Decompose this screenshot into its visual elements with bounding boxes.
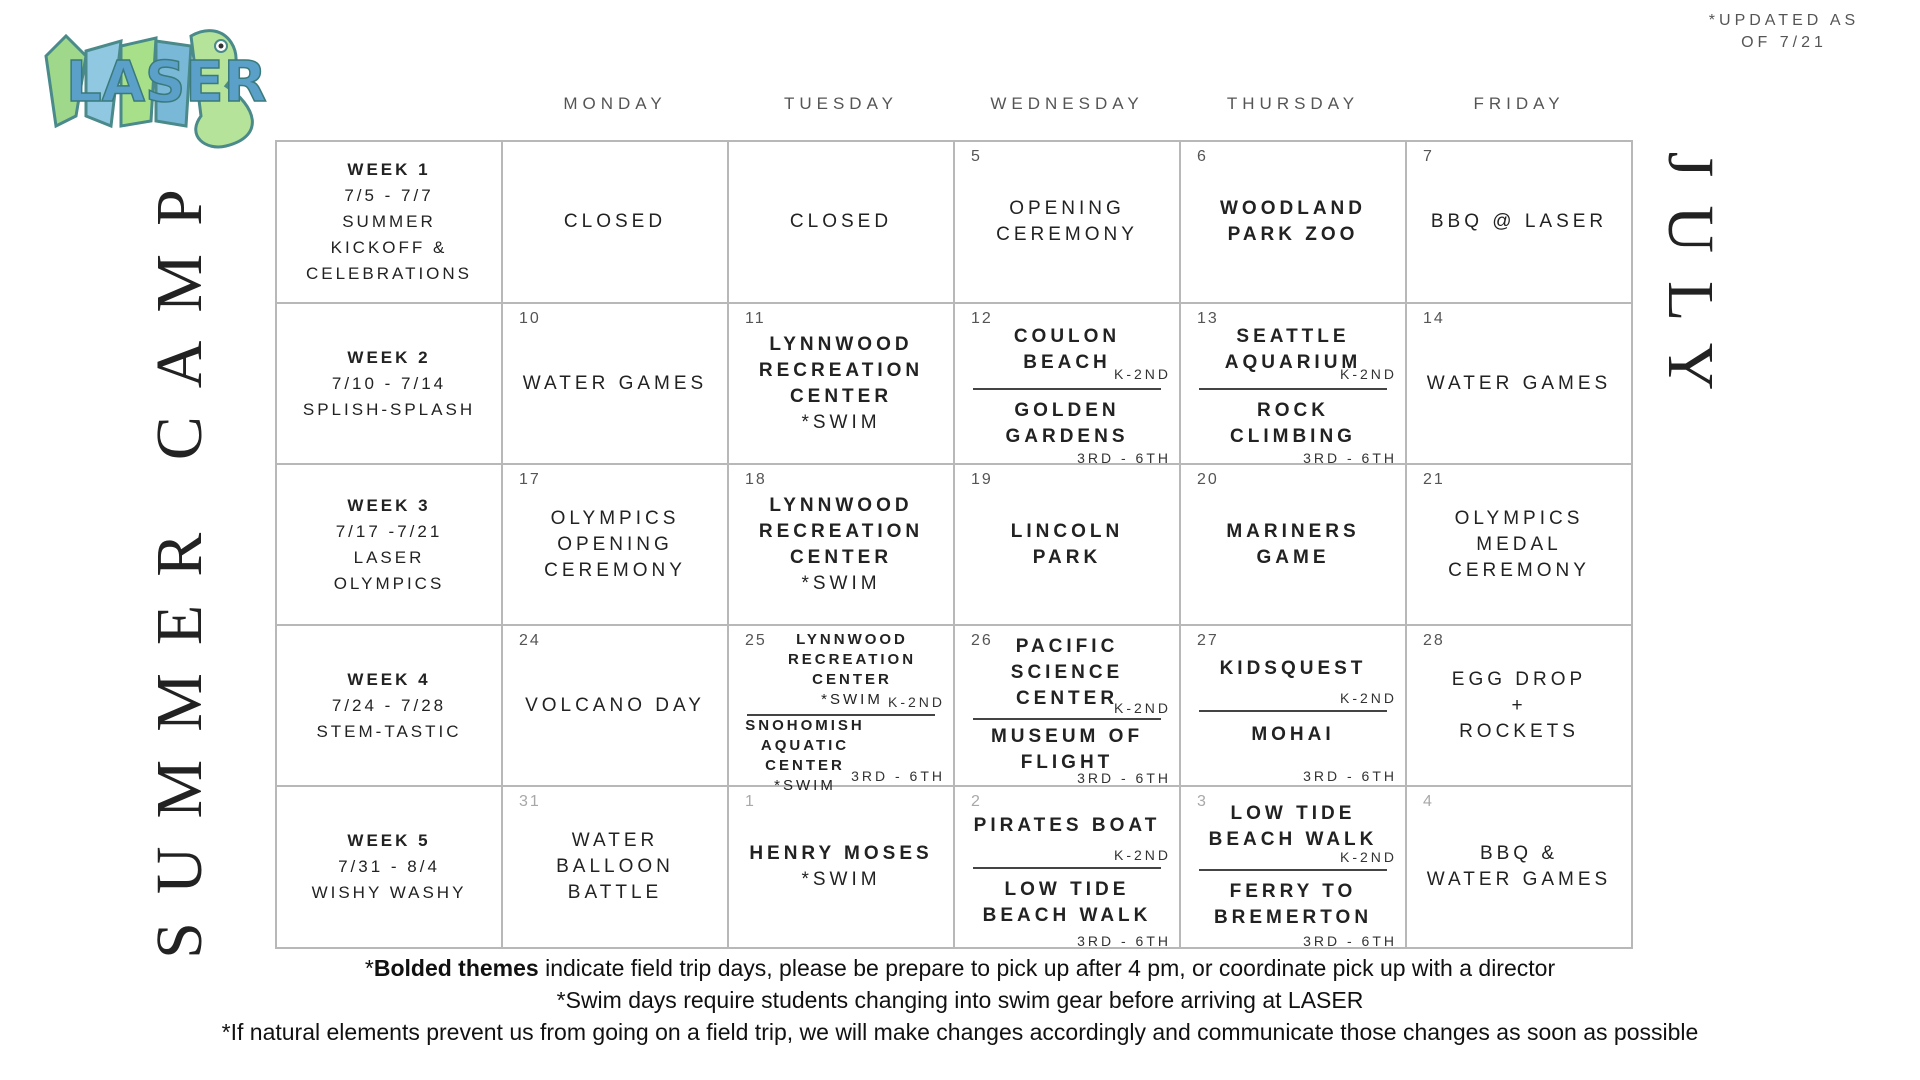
day-cell <box>955 787 1181 949</box>
date-number: 5 <box>971 148 982 165</box>
field-trip-3-6 <box>973 396 1161 452</box>
week-1-label <box>277 142 503 304</box>
day-cell <box>1407 304 1633 465</box>
event-text: LOW TIDE <box>1230 803 1356 824</box>
event-text: PARK <box>1032 546 1102 568</box>
day-cell <box>729 304 955 465</box>
event <box>509 506 721 584</box>
week-dates: 7/17 -7/21 <box>335 521 443 541</box>
event-text: BEACH WALK <box>982 905 1152 926</box>
date-number: 24 <box>519 632 541 649</box>
grade-tag: 3RD - 6TH <box>1077 770 1171 786</box>
divider <box>1199 388 1387 390</box>
divider <box>973 718 1161 720</box>
grade-tag: 3RD - 6TH <box>1303 933 1397 949</box>
date-number: 14 <box>1423 310 1445 327</box>
day-cell <box>955 626 1181 787</box>
grade-tag: K-2ND <box>1113 366 1171 382</box>
event-text: PARK ZOO <box>1227 224 1359 245</box>
week-theme: OLYMPICS <box>333 573 445 593</box>
event-text: BBQ & <box>1479 843 1559 864</box>
calendar-grid <box>275 140 1633 949</box>
date-number: 12 <box>971 310 993 327</box>
event-text: CENTER <box>1015 688 1119 709</box>
event-text: BREMERTON <box>1213 907 1373 928</box>
date-number: 17 <box>519 471 541 488</box>
footer-notes <box>0 952 1920 1048</box>
event-text: MARINERS <box>1226 520 1360 542</box>
event-text: ROCKETS <box>1459 720 1579 742</box>
event-text: WATER <box>571 830 659 851</box>
event-text: GOLDEN <box>1014 400 1120 421</box>
event-text: BBQ @ LASER <box>1430 211 1608 232</box>
event-text: CLOSED <box>789 211 893 232</box>
day-cell <box>1407 626 1633 787</box>
event-text: OLYMPICS <box>550 507 680 529</box>
field-trip-3-6 <box>1199 720 1387 750</box>
divider <box>973 388 1161 390</box>
event-text: FERRY TO <box>1229 881 1357 902</box>
footer-prefix: * <box>364 955 374 981</box>
field-trip-event <box>735 332 947 436</box>
swim-note: *SWIM <box>801 411 881 433</box>
week-2-label <box>277 304 503 465</box>
day-cell <box>1181 304 1407 465</box>
event-text: CENTER <box>789 546 893 568</box>
week-label: WEEK 1 <box>347 160 431 179</box>
event-text: RECREATION <box>758 359 924 381</box>
field-trip-k2 <box>1199 654 1387 684</box>
week-label: WEEK 2 <box>347 347 431 367</box>
day-cell <box>955 304 1181 465</box>
divider <box>1199 710 1387 712</box>
field-trip-event <box>961 519 1173 571</box>
divider <box>1199 869 1387 871</box>
grade-tag: K-2ND <box>1339 849 1397 865</box>
grade-tag: K-2ND <box>1339 690 1397 706</box>
grade-tag: 3RD - 6TH <box>1077 933 1171 949</box>
day-cell <box>503 626 729 787</box>
event-text: + <box>1511 694 1527 716</box>
field-trip-3-6 <box>1199 877 1387 933</box>
day-cell <box>1181 465 1407 626</box>
field-trip-event <box>735 841 947 893</box>
date-number: 7 <box>1423 148 1434 165</box>
day-cell <box>1181 142 1407 304</box>
footer-text: indicate field trip days, please be prepare to pick up after 4 pm, or coordinate pick up with a director <box>538 955 1556 981</box>
event-text: EGG DROP <box>1451 668 1587 690</box>
date-number: 4 <box>1423 793 1434 810</box>
event-text: CLOSED <box>563 211 667 232</box>
laser-logo <box>26 16 286 156</box>
date-number: 1 <box>745 793 756 810</box>
swim-note: *SWIM <box>801 869 881 890</box>
month-title-text: JULY <box>1654 151 1727 419</box>
event <box>1413 209 1625 235</box>
event-text: BEACH WALK <box>1208 829 1378 850</box>
event-text: COULON <box>1013 326 1121 347</box>
event-text: CEREMONY <box>996 224 1138 245</box>
date-number: 6 <box>1197 148 1208 165</box>
week-theme: LASER <box>353 547 425 567</box>
svg-text:LASER: LASER <box>66 50 267 115</box>
footer-line-3: *If natural elements prevent us from going on a field trip, we will make changes accordingly and communicate those changes as soon as possible <box>221 1019 1699 1045</box>
field-trip-3-6 <box>737 716 873 796</box>
event-text: CEREMONY <box>544 559 686 581</box>
week-theme: CELEBRATIONS <box>305 264 473 283</box>
event-text: AQUATIC CENTER <box>760 737 850 774</box>
swim-note: *SWIM <box>774 777 836 794</box>
event-text: PACIFIC <box>1015 636 1119 657</box>
event <box>509 693 721 719</box>
day-cell <box>955 465 1181 626</box>
week-label: WEEK 5 <box>347 831 431 850</box>
event-text: CENTER <box>789 385 893 407</box>
date-number: 28 <box>1423 632 1445 649</box>
week-theme: KICKOFF & <box>330 238 448 257</box>
grade-tag: 3RD - 6TH <box>1077 450 1171 466</box>
week-dates: 7/31 - 8/4 <box>338 857 440 876</box>
grade-tag: 3RD - 6TH <box>1303 450 1397 466</box>
event-text: SEATTLE <box>1236 326 1350 347</box>
event-text: BEACH <box>1023 352 1111 373</box>
updated-note <box>1684 10 1884 54</box>
week-3-label <box>277 465 503 626</box>
header-wednesday: WEDNESDAY <box>990 94 1144 113</box>
event-text: CENTER <box>812 671 892 688</box>
event-text: RECREATION <box>758 520 924 542</box>
day-cell <box>729 626 955 794</box>
event <box>735 209 947 235</box>
day-cell <box>1407 142 1633 304</box>
header-tuesday: TUESDAY <box>783 94 899 113</box>
event-text: FLIGHT <box>1020 752 1114 773</box>
event-text: OPENING <box>557 533 673 555</box>
updated-note-line2: OF 7/21 <box>1741 34 1827 51</box>
event <box>1413 506 1625 584</box>
week-dates: 7/10 - 7/14 <box>331 373 447 393</box>
field-trip-k2 <box>973 811 1161 841</box>
date-number: 27 <box>1197 632 1219 649</box>
field-trip-k2 <box>1199 799 1387 855</box>
event-text: CEREMONY <box>1448 559 1590 581</box>
day-cell <box>955 142 1181 304</box>
event-text: BALLOON <box>556 856 674 877</box>
grade-tag: 3RD - 6TH <box>851 768 945 784</box>
week-label: WEEK 4 <box>347 669 431 689</box>
event <box>961 196 1173 248</box>
event-text: PIRATES BOAT <box>973 815 1161 836</box>
event-text: GAME <box>1256 546 1330 568</box>
event-text: LINCOLN <box>1010 520 1124 542</box>
event <box>1413 841 1625 893</box>
date-number: 13 <box>1197 310 1219 327</box>
date-number: 26 <box>971 632 993 649</box>
event-text: KIDSQUEST <box>1219 658 1367 679</box>
event-text: AQUARIUM <box>1224 352 1362 373</box>
field-trip-event <box>1187 519 1399 571</box>
date-number: 11 <box>745 310 766 327</box>
week-theme: WISHY WASHY <box>311 883 467 902</box>
event-text: LYNNWOOD <box>796 631 908 648</box>
event-text: SNOHOMISH <box>745 717 865 734</box>
event-text: WATER GAMES <box>1426 869 1612 890</box>
grade-tag: K-2ND <box>1113 847 1171 863</box>
header-thursday: THURSDAY <box>1226 94 1360 113</box>
event-text: HENRY MOSES <box>749 843 933 864</box>
date-number: 25 <box>745 632 767 649</box>
date-number: 2 <box>971 793 982 810</box>
week-dates: 7/24 - 7/28 <box>331 695 447 715</box>
updated-note-line1: *UPDATED AS <box>1708 12 1860 29</box>
event-text: MUSEUM OF <box>990 726 1144 747</box>
event-text: WATER GAMES <box>1426 372 1612 394</box>
week-5-label <box>277 787 503 949</box>
day-cell <box>729 142 955 304</box>
event-text: SCIENCE <box>1010 662 1124 683</box>
event-text: ROCK <box>1257 400 1329 421</box>
field-trip-event <box>1187 196 1399 248</box>
date-number: 31 <box>519 793 541 810</box>
day-cell <box>503 787 729 949</box>
day-cell <box>503 304 729 465</box>
grade-tag: K-2ND <box>1339 366 1397 382</box>
day-cell <box>729 465 955 626</box>
date-number: 21 <box>1423 471 1445 488</box>
event <box>509 371 721 397</box>
footer-bold-text: Bolded themes <box>373 955 539 981</box>
header-friday: FRIDAY <box>1473 94 1565 113</box>
date-number: 10 <box>519 310 541 327</box>
grade-tag: 3RD - 6TH <box>1303 768 1397 784</box>
event-text: OPENING <box>1009 198 1125 219</box>
swim-note: *SWIM <box>801 572 881 594</box>
day-cell <box>1407 787 1633 949</box>
event-text: LYNNWOOD <box>769 333 913 355</box>
event-text: LOW TIDE <box>1004 879 1130 900</box>
event-text: WOODLAND <box>1220 198 1366 219</box>
field-trip-event <box>735 493 947 597</box>
footer-line-2: *Swim days require students changing into swim gear before arriving at LASER <box>556 987 1364 1013</box>
field-trip-3-6 <box>1199 396 1387 452</box>
week-theme: SUMMER <box>342 212 436 231</box>
date-number: 19 <box>971 471 993 488</box>
date-number: 18 <box>745 471 767 488</box>
swim-note: *SWIM <box>821 691 883 708</box>
event <box>1413 667 1625 745</box>
event <box>509 828 721 906</box>
week-theme: STEM-TASTIC <box>316 721 462 741</box>
event-text: VOLCANO DAY <box>525 694 705 716</box>
day-cell <box>729 787 955 949</box>
event-text: CLIMBING <box>1230 426 1356 447</box>
day-cell <box>1181 787 1407 949</box>
event-text: MOHAI <box>1251 724 1335 745</box>
date-number: 3 <box>1197 793 1208 810</box>
event <box>509 209 721 235</box>
event-text: OLYMPICS <box>1454 507 1584 529</box>
day-cell <box>1181 626 1407 787</box>
event-text: BATTLE <box>567 882 663 903</box>
day-cell <box>503 465 729 626</box>
event-text: MEDAL <box>1476 533 1562 555</box>
day-cell <box>503 142 729 304</box>
event-text: GARDENS <box>1005 426 1129 447</box>
week-theme: SPLISH-SPLASH <box>302 399 476 419</box>
footer-line-1 <box>0 952 1920 984</box>
header-monday: MONDAY <box>563 94 667 113</box>
grade-tag: K-2ND <box>1113 700 1171 716</box>
summer-camp-title-text: SUMMER CAMP <box>143 161 216 959</box>
grade-tag: K-2ND <box>887 694 945 710</box>
field-trip-3-6 <box>973 875 1161 931</box>
week-4-label <box>277 626 503 787</box>
divider <box>973 867 1161 869</box>
week-label: WEEK 3 <box>347 495 431 515</box>
date-number: 20 <box>1197 471 1219 488</box>
event <box>1413 371 1625 397</box>
day-cell <box>1407 465 1633 626</box>
event-text: LYNNWOOD <box>769 494 913 516</box>
event-text: RECREATION <box>787 651 917 668</box>
event-text: WATER GAMES <box>522 372 708 394</box>
week-dates: 7/5 - 7/7 <box>344 186 434 205</box>
